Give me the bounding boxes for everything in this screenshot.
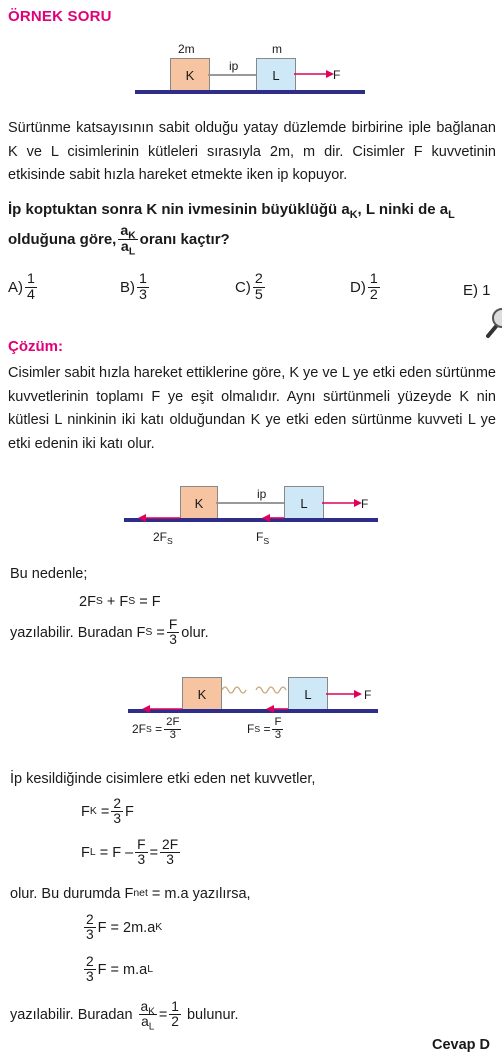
net-force-text: İp kesildiğinde cisimlere etki eden net kuvvetler, <box>10 771 316 787</box>
magnifier-icon <box>484 306 502 340</box>
solution-paragraph: Cisimler sabit hızla hareket ettiklerine göre, K ye ve L ye etki eden sürtünme kuvvetlerinin toplamı F ye eşit olmalıdır. Aynı sürtünmeli yüzeyde K nin kütlesi L ninkinin iki katı olduğundan K ye etki eden sürtünme kuvveti L ye etki edenin iki katı olur. <box>8 365 496 452</box>
fig3-friction-l-arrow-icon <box>266 704 288 714</box>
option-b[interactable]: B) $\frac{1}{3}$ <box>120 271 147 303</box>
friction-l-arrow-icon <box>262 513 284 523</box>
equation-fl: F L = F – $\frac{F}{3}$ = $\frac{2F}{3}$ <box>81 837 179 868</box>
fig3-force-label: F <box>364 688 372 702</box>
broken-rope-icon <box>220 682 288 696</box>
final-result-line: yazılabilir. Buradan $\frac{a_K}{a_L}$ = $\frac{1}{2}$ bulunur. <box>10 999 239 1033</box>
option-e[interactable]: E) 1 <box>463 282 491 299</box>
fig2-block-k: K <box>180 486 218 520</box>
bu-nedenle: Bu nedenle; <box>10 566 88 582</box>
fig2-rope <box>216 502 284 504</box>
fig3-friction-k-label: 2F S = $\frac{2F}{3}$ <box>132 716 180 741</box>
force-label: F <box>333 68 341 82</box>
block-l: L <box>256 58 296 92</box>
fs-result-line: yazılabilir. Buradan F S = $\frac{F}{3}$ olur. <box>10 617 209 648</box>
friction-k-arrow-icon <box>138 513 180 523</box>
equation-l-newton: $\frac{2}{3}$ F = m.a L <box>86 954 154 985</box>
fig3-block-k: K <box>182 677 222 711</box>
block-k: K <box>170 58 210 92</box>
fig2-friction-k-label: $2F_S$ <box>153 530 173 547</box>
fig3-friction-l-label: F S = $\frac{F}{3}$ <box>247 716 282 741</box>
fig2-force-arrow-icon <box>322 497 362 509</box>
fig3-friction-k-arrow-icon <box>142 704 182 714</box>
equation-k-newton: $\frac{2}{3}$ F = 2m.a K <box>86 912 163 943</box>
fig3-force-arrow-icon <box>326 688 362 700</box>
rope-label: ip <box>229 59 239 73</box>
option-d[interactable]: D) $\frac{1}{2}$ <box>350 271 378 303</box>
fig3-block-l: L <box>288 677 328 711</box>
question-bold-line1: İp koptuktan sonra K nin ivmesinin büyüklüğü $a_K$, L ninki de $a_L$ <box>8 201 455 221</box>
rope <box>208 74 256 76</box>
fig2-block-l: L <box>284 486 324 520</box>
question-text: Sürtünme katsayısının sabit olduğu yatay düzlemde birbirine iple bağlanan K ve L cisimlerinin kütleleri sırasıyla 2m, m dir. Cisimler F kuvvetinin etkisinde sabit hızla hareket etmekte iken ip kopuyor. <box>8 120 496 183</box>
mass-l-label: m <box>272 42 282 56</box>
equation-friction-sum: 2F S + F S = F <box>79 594 161 610</box>
equation-fk: F K = $\frac{2}{3}$ F <box>81 796 134 827</box>
fig2-rope-label: ip <box>257 487 267 501</box>
fnet-line: olur. Bu durumda F net = m.a yazılırsa, <box>10 886 251 902</box>
ratio-fraction: $\frac{a_K}{a_L}$ <box>120 223 136 258</box>
option-c[interactable]: C) $\frac{2}{5}$ <box>235 271 263 303</box>
example-title: ÖRNEK SORU <box>8 8 112 25</box>
floor <box>135 90 365 94</box>
force-arrow-icon <box>294 68 334 80</box>
option-a[interactable]: A) $\frac{1}{4}$ <box>8 271 35 303</box>
mass-k-label: 2m <box>178 42 195 56</box>
solution-title: Çözüm: <box>8 338 63 355</box>
fig2-friction-l-label: $F_S$ <box>256 530 270 547</box>
question-bold-line2: olduğuna göre, $\frac{a_K}{a_L}$ oranı kaçtır? <box>8 223 230 258</box>
answer-label: Cevap D <box>432 1037 491 1053</box>
fig2-force-label: F <box>361 497 369 511</box>
